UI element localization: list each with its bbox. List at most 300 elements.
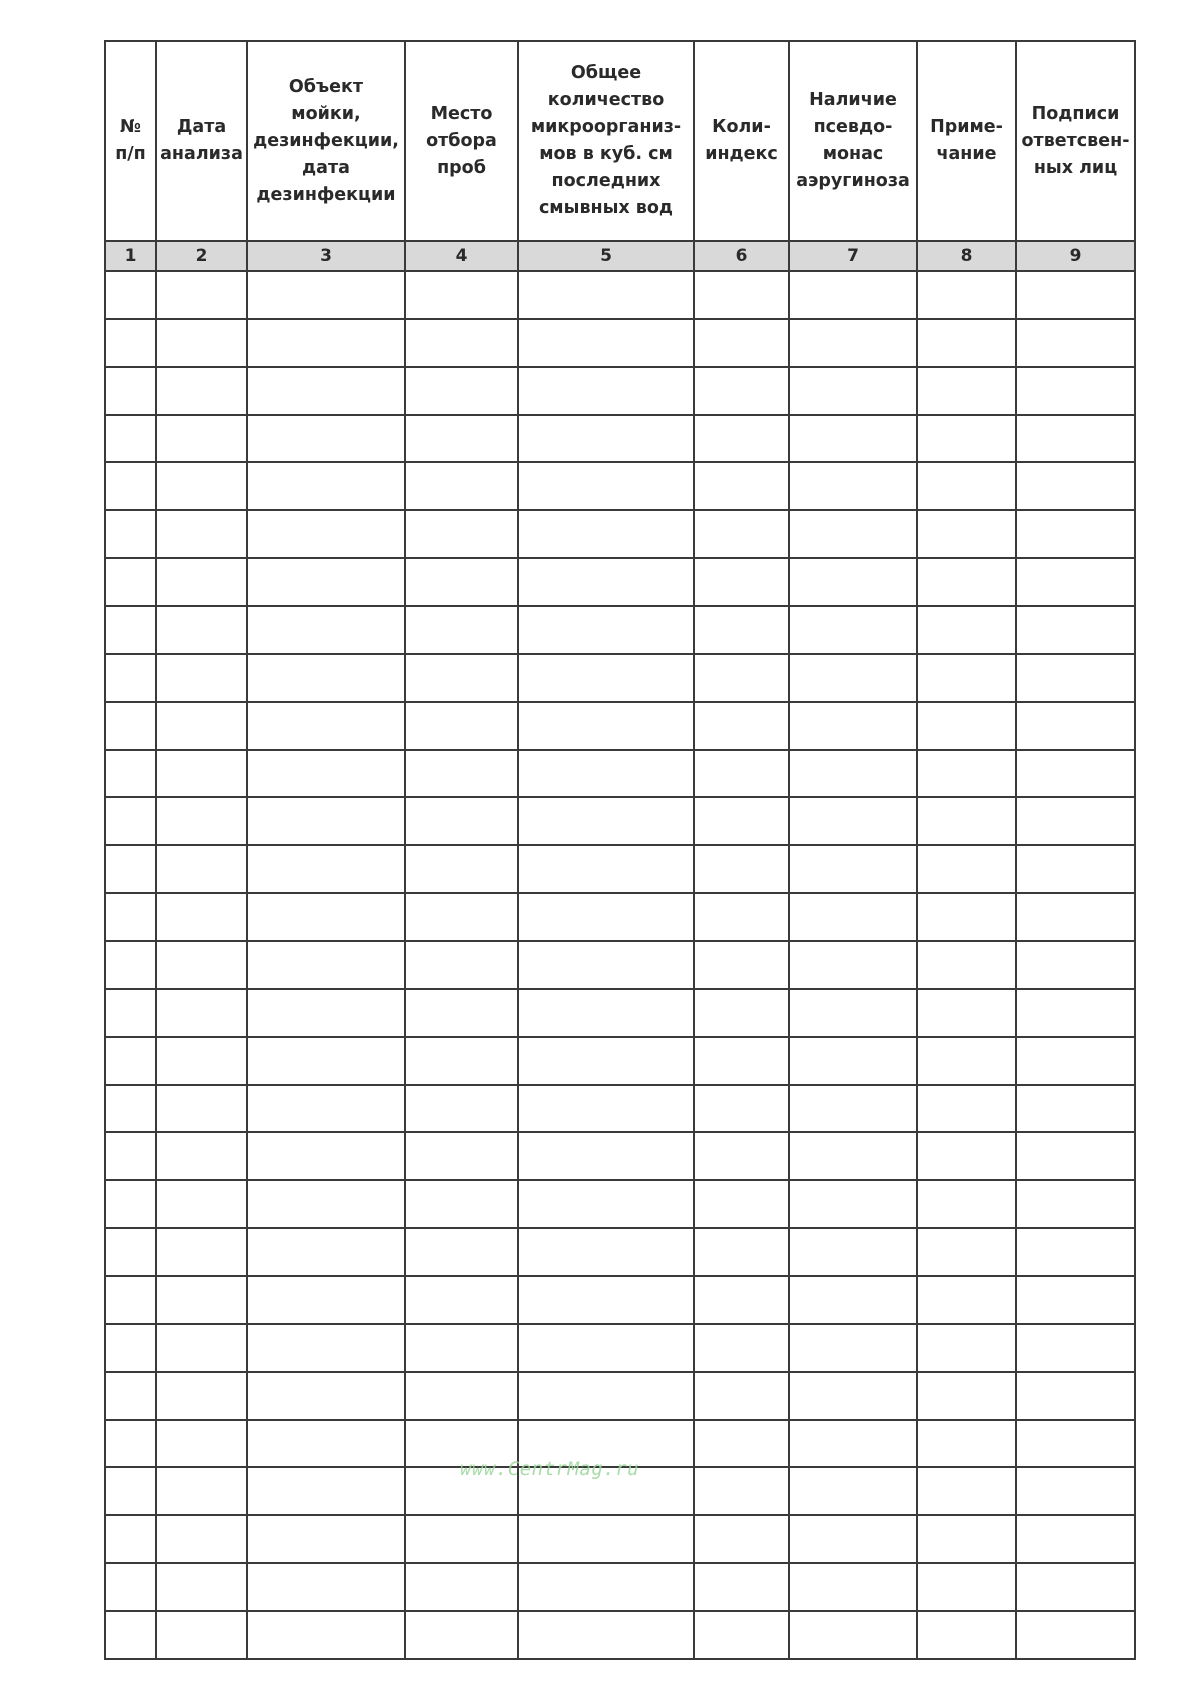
table-cell[interactable] xyxy=(789,510,917,558)
table-cell[interactable] xyxy=(789,941,917,989)
table-row xyxy=(105,750,1135,798)
table-row xyxy=(105,1324,1135,1372)
table-cell[interactable] xyxy=(156,1085,247,1133)
table-cell[interactable] xyxy=(156,989,247,1037)
table-cell[interactable] xyxy=(405,845,518,893)
table-cell[interactable] xyxy=(156,1037,247,1085)
table-cell[interactable] xyxy=(789,271,917,319)
table-cell[interactable] xyxy=(917,1467,1016,1515)
table-cell[interactable] xyxy=(156,1324,247,1372)
table-cell[interactable] xyxy=(789,1324,917,1372)
table-cell[interactable] xyxy=(917,1324,1016,1372)
table-cell[interactable] xyxy=(405,558,518,606)
table-cell[interactable] xyxy=(247,558,405,606)
table-cell[interactable] xyxy=(105,415,156,463)
table-cell[interactable] xyxy=(694,606,789,654)
table-cell[interactable] xyxy=(518,1611,694,1659)
table-cell[interactable] xyxy=(694,1037,789,1085)
column-number: 2 xyxy=(156,241,247,271)
table-cell[interactable] xyxy=(1016,1420,1135,1468)
table-cell[interactable] xyxy=(247,893,405,941)
watermark-text: www.CentrMag.ru xyxy=(460,1458,640,1480)
table-cell[interactable] xyxy=(1016,1228,1135,1276)
table-cell[interactable] xyxy=(405,1276,518,1324)
table-cell[interactable] xyxy=(247,415,405,463)
table-cell[interactable] xyxy=(105,1611,156,1659)
table-row xyxy=(105,510,1135,558)
table-cell[interactable] xyxy=(917,1085,1016,1133)
table-row xyxy=(105,1563,1135,1611)
table-cell[interactable] xyxy=(105,1467,156,1515)
table-cell[interactable] xyxy=(917,1180,1016,1228)
table-cell[interactable] xyxy=(917,1420,1016,1468)
table-cell[interactable] xyxy=(105,1563,156,1611)
table-cell[interactable] xyxy=(518,319,694,367)
column-number: 7 xyxy=(789,241,917,271)
table-cell[interactable] xyxy=(917,558,1016,606)
table-cell[interactable] xyxy=(247,1563,405,1611)
table-cell[interactable] xyxy=(405,941,518,989)
table-cell[interactable] xyxy=(518,654,694,702)
table-cell[interactable] xyxy=(694,845,789,893)
table-cell[interactable] xyxy=(247,462,405,510)
table-cell[interactable] xyxy=(694,1132,789,1180)
table-cell[interactable] xyxy=(105,750,156,798)
table-cell[interactable] xyxy=(105,989,156,1037)
table-cell[interactable] xyxy=(518,1085,694,1133)
table-cell[interactable] xyxy=(156,558,247,606)
table-cell[interactable] xyxy=(1016,989,1135,1037)
table-cell[interactable] xyxy=(789,606,917,654)
table-cell[interactable] xyxy=(247,797,405,845)
column-number-row xyxy=(105,241,1135,271)
table-cell[interactable] xyxy=(789,702,917,750)
table-cell[interactable] xyxy=(105,1324,156,1372)
table-cell[interactable] xyxy=(247,989,405,1037)
table-cell[interactable] xyxy=(789,1180,917,1228)
table-cell[interactable] xyxy=(1016,462,1135,510)
table-cell[interactable] xyxy=(405,462,518,510)
table-cell[interactable] xyxy=(105,1420,156,1468)
table-row xyxy=(105,845,1135,893)
table-cell[interactable] xyxy=(1016,1467,1135,1515)
table-cell[interactable] xyxy=(156,1276,247,1324)
table-cell[interactable] xyxy=(789,750,917,798)
table-cell[interactable] xyxy=(789,1037,917,1085)
table-cell[interactable] xyxy=(917,367,1016,415)
table-cell[interactable] xyxy=(917,797,1016,845)
table-cell[interactable] xyxy=(917,1611,1016,1659)
table-cell[interactable] xyxy=(156,510,247,558)
table-cell[interactable] xyxy=(405,1563,518,1611)
table-cell[interactable] xyxy=(518,462,694,510)
table-cell[interactable] xyxy=(694,1324,789,1372)
table-cell[interactable] xyxy=(156,797,247,845)
table-row xyxy=(105,558,1135,606)
table-cell[interactable] xyxy=(405,893,518,941)
table-cell[interactable] xyxy=(694,415,789,463)
table-cell[interactable] xyxy=(518,1037,694,1085)
table-cell[interactable] xyxy=(518,797,694,845)
table-row xyxy=(105,1611,1135,1659)
journal-body xyxy=(105,271,1135,1659)
table-cell[interactable] xyxy=(694,462,789,510)
table-cell[interactable] xyxy=(405,1372,518,1420)
table-cell[interactable] xyxy=(156,654,247,702)
table-cell[interactable] xyxy=(1016,1372,1135,1420)
table-cell[interactable] xyxy=(917,1132,1016,1180)
table-cell[interactable] xyxy=(518,1515,694,1563)
table-cell[interactable] xyxy=(247,1372,405,1420)
table-cell[interactable] xyxy=(917,654,1016,702)
table-cell[interactable] xyxy=(917,1515,1016,1563)
table-cell[interactable] xyxy=(105,797,156,845)
table-cell[interactable] xyxy=(105,1085,156,1133)
table-cell[interactable] xyxy=(789,1467,917,1515)
table-cell[interactable] xyxy=(156,893,247,941)
column-number: 4 xyxy=(405,241,518,271)
table-cell[interactable] xyxy=(1016,893,1135,941)
table-cell[interactable] xyxy=(405,510,518,558)
table-cell[interactable] xyxy=(156,1420,247,1468)
table-cell[interactable] xyxy=(1016,319,1135,367)
table-cell[interactable] xyxy=(247,654,405,702)
table-cell[interactable] xyxy=(694,654,789,702)
table-cell[interactable] xyxy=(518,702,694,750)
table-cell[interactable] xyxy=(105,1372,156,1420)
table-cell[interactable] xyxy=(694,510,789,558)
table-row xyxy=(105,702,1135,750)
table-cell[interactable] xyxy=(917,415,1016,463)
table-cell[interactable] xyxy=(694,750,789,798)
header-cell-pseudomonas: Наличие псевдо- монас аэругиноза xyxy=(789,41,917,241)
table-cell[interactable] xyxy=(405,702,518,750)
table-cell[interactable] xyxy=(105,702,156,750)
table-cell[interactable] xyxy=(518,367,694,415)
table-cell[interactable] xyxy=(694,367,789,415)
table-cell[interactable] xyxy=(1016,271,1135,319)
table-cell[interactable] xyxy=(1016,750,1135,798)
table-cell[interactable] xyxy=(405,797,518,845)
header-cell-sampling-place: Место отбора проб xyxy=(405,41,518,241)
table-cell[interactable] xyxy=(789,462,917,510)
table-cell[interactable] xyxy=(156,319,247,367)
table-cell[interactable] xyxy=(789,1132,917,1180)
table-cell[interactable] xyxy=(789,1515,917,1563)
header-cell-object: Объект мойки, дезинфекции, дата дезинфекции xyxy=(247,41,405,241)
table-cell[interactable] xyxy=(694,941,789,989)
table-cell[interactable] xyxy=(156,1611,247,1659)
table-cell[interactable] xyxy=(247,1515,405,1563)
table-cell[interactable] xyxy=(917,319,1016,367)
table-cell[interactable] xyxy=(917,510,1016,558)
table-cell[interactable] xyxy=(789,1563,917,1611)
table-cell[interactable] xyxy=(789,415,917,463)
table-cell[interactable] xyxy=(789,558,917,606)
table-cell[interactable] xyxy=(917,702,1016,750)
table-cell[interactable] xyxy=(247,1276,405,1324)
table-cell[interactable] xyxy=(1016,1180,1135,1228)
header-cell-number: № п/п xyxy=(105,41,156,241)
table-cell[interactable] xyxy=(917,989,1016,1037)
table-cell[interactable] xyxy=(789,1372,917,1420)
table-cell[interactable] xyxy=(156,462,247,510)
table-cell[interactable] xyxy=(694,1515,789,1563)
table-cell[interactable] xyxy=(105,319,156,367)
table-cell[interactable] xyxy=(518,1563,694,1611)
table-cell[interactable] xyxy=(518,1276,694,1324)
table-cell[interactable] xyxy=(247,1228,405,1276)
table-cell[interactable] xyxy=(156,1563,247,1611)
table-cell[interactable] xyxy=(1016,1132,1135,1180)
table-cell[interactable] xyxy=(156,702,247,750)
table-cell[interactable] xyxy=(247,1037,405,1085)
table-cell[interactable] xyxy=(1016,702,1135,750)
table-cell[interactable] xyxy=(156,941,247,989)
table-cell[interactable] xyxy=(105,271,156,319)
table-cell[interactable] xyxy=(405,1085,518,1133)
table-cell[interactable] xyxy=(247,1467,405,1515)
header-cell-microorganisms: Общее количество микроорганиз- мов в куб. см последних смывных вод xyxy=(518,41,694,241)
table-cell[interactable] xyxy=(405,1228,518,1276)
table-cell[interactable] xyxy=(694,989,789,1037)
table-row xyxy=(105,1372,1135,1420)
table-cell[interactable] xyxy=(105,1515,156,1563)
table-cell[interactable] xyxy=(105,1276,156,1324)
table-cell[interactable] xyxy=(1016,797,1135,845)
table-cell[interactable] xyxy=(405,654,518,702)
table-cell[interactable] xyxy=(405,415,518,463)
table-cell[interactable] xyxy=(156,415,247,463)
column-number: 6 xyxy=(694,241,789,271)
table-row xyxy=(105,319,1135,367)
table-cell[interactable] xyxy=(405,1180,518,1228)
table-cell[interactable] xyxy=(156,1132,247,1180)
table-cell[interactable] xyxy=(405,1515,518,1563)
table-cell[interactable] xyxy=(156,271,247,319)
table-cell[interactable] xyxy=(789,1228,917,1276)
table-cell[interactable] xyxy=(917,893,1016,941)
table-cell[interactable] xyxy=(789,845,917,893)
table-cell[interactable] xyxy=(789,893,917,941)
table-cell[interactable] xyxy=(917,1037,1016,1085)
table-row xyxy=(105,1085,1135,1133)
table-cell[interactable] xyxy=(518,1324,694,1372)
table-cell[interactable] xyxy=(694,702,789,750)
table-cell[interactable] xyxy=(247,271,405,319)
journal-table xyxy=(104,40,1136,1660)
table-cell[interactable] xyxy=(789,989,917,1037)
table-cell[interactable] xyxy=(1016,1276,1135,1324)
table-cell[interactable] xyxy=(917,1276,1016,1324)
table-cell[interactable] xyxy=(694,319,789,367)
table-cell[interactable] xyxy=(789,654,917,702)
table-cell[interactable] xyxy=(518,750,694,798)
table-cell[interactable] xyxy=(405,271,518,319)
header-row xyxy=(105,41,1135,241)
table-cell[interactable] xyxy=(518,510,694,558)
table-cell[interactable] xyxy=(405,606,518,654)
table-cell[interactable] xyxy=(917,1563,1016,1611)
table-cell[interactable] xyxy=(105,558,156,606)
table-cell[interactable] xyxy=(247,750,405,798)
table-cell[interactable] xyxy=(694,1276,789,1324)
table-cell[interactable] xyxy=(789,1611,917,1659)
table-cell[interactable] xyxy=(1016,654,1135,702)
table-cell[interactable] xyxy=(518,1132,694,1180)
table-cell[interactable] xyxy=(405,989,518,1037)
table-cell[interactable] xyxy=(156,750,247,798)
table-cell[interactable] xyxy=(1016,606,1135,654)
column-number: 1 xyxy=(105,241,156,271)
table-cell[interactable] xyxy=(917,1372,1016,1420)
table-cell[interactable] xyxy=(789,1276,917,1324)
table-row xyxy=(105,1515,1135,1563)
table-cell[interactable] xyxy=(694,1228,789,1276)
column-number: 3 xyxy=(247,241,405,271)
table-row xyxy=(105,271,1135,319)
table-cell[interactable] xyxy=(247,606,405,654)
table-cell[interactable] xyxy=(694,271,789,319)
table-cell[interactable] xyxy=(105,654,156,702)
table-cell[interactable] xyxy=(105,1180,156,1228)
table-cell[interactable] xyxy=(405,1611,518,1659)
header-cell-coli-index: Коли- индекс xyxy=(694,41,789,241)
table-cell[interactable] xyxy=(1016,1515,1135,1563)
table-row xyxy=(105,1228,1135,1276)
table-cell[interactable] xyxy=(1016,415,1135,463)
table-cell[interactable] xyxy=(694,893,789,941)
table-cell[interactable] xyxy=(518,1372,694,1420)
table-cell[interactable] xyxy=(694,558,789,606)
table-cell[interactable] xyxy=(105,941,156,989)
table-cell[interactable] xyxy=(518,271,694,319)
table-cell[interactable] xyxy=(518,845,694,893)
table-cell[interactable] xyxy=(105,845,156,893)
table-row xyxy=(105,893,1135,941)
table-cell[interactable] xyxy=(518,606,694,654)
table-cell[interactable] xyxy=(105,367,156,415)
table-cell[interactable] xyxy=(1016,1085,1135,1133)
table-cell[interactable] xyxy=(247,1180,405,1228)
table-cell[interactable] xyxy=(247,1324,405,1372)
table-cell[interactable] xyxy=(105,1228,156,1276)
table-cell[interactable] xyxy=(518,893,694,941)
table-row xyxy=(105,1180,1135,1228)
table-cell[interactable] xyxy=(789,319,917,367)
table-cell[interactable] xyxy=(247,702,405,750)
table-cell[interactable] xyxy=(247,1420,405,1468)
table-cell[interactable] xyxy=(105,606,156,654)
table-cell[interactable] xyxy=(789,1085,917,1133)
table-cell[interactable] xyxy=(247,1085,405,1133)
table-cell[interactable] xyxy=(694,1180,789,1228)
table-cell[interactable] xyxy=(518,941,694,989)
table-cell[interactable] xyxy=(405,319,518,367)
table-cell[interactable] xyxy=(405,1132,518,1180)
table-cell[interactable] xyxy=(405,1324,518,1372)
table-cell[interactable] xyxy=(247,941,405,989)
table-cell[interactable] xyxy=(156,367,247,415)
table-cell[interactable] xyxy=(156,1467,247,1515)
table-cell[interactable] xyxy=(1016,367,1135,415)
header-cell-note: Приме- чание xyxy=(917,41,1016,241)
header-cell-analysis-date: Дата анализа xyxy=(156,41,247,241)
table-cell[interactable] xyxy=(518,989,694,1037)
table-cell[interactable] xyxy=(789,797,917,845)
table-cell[interactable] xyxy=(917,271,1016,319)
table-cell[interactable] xyxy=(247,367,405,415)
table-cell[interactable] xyxy=(156,1228,247,1276)
table-cell[interactable] xyxy=(917,462,1016,510)
table-row xyxy=(105,1276,1135,1324)
table-cell[interactable] xyxy=(1016,1037,1135,1085)
table-cell[interactable] xyxy=(1016,1563,1135,1611)
table-cell[interactable] xyxy=(694,797,789,845)
table-row xyxy=(105,1132,1135,1180)
column-number: 5 xyxy=(518,241,694,271)
table-cell[interactable] xyxy=(105,893,156,941)
table-cell[interactable] xyxy=(247,510,405,558)
table-cell[interactable] xyxy=(156,845,247,893)
table-cell[interactable] xyxy=(405,367,518,415)
table-cell[interactable] xyxy=(1016,941,1135,989)
table-cell[interactable] xyxy=(1016,1324,1135,1372)
table-row xyxy=(105,1037,1135,1085)
table-cell[interactable] xyxy=(105,1037,156,1085)
table-cell[interactable] xyxy=(105,462,156,510)
table-cell[interactable] xyxy=(105,1132,156,1180)
table-cell[interactable] xyxy=(694,1611,789,1659)
table-cell[interactable] xyxy=(156,1180,247,1228)
table-cell[interactable] xyxy=(694,1085,789,1133)
table-cell[interactable] xyxy=(917,1228,1016,1276)
table-cell[interactable] xyxy=(917,941,1016,989)
table-cell[interactable] xyxy=(1016,558,1135,606)
table-cell[interactable] xyxy=(247,1132,405,1180)
table-row xyxy=(105,367,1135,415)
table-cell[interactable] xyxy=(156,1372,247,1420)
table-cell[interactable] xyxy=(917,845,1016,893)
table-cell[interactable] xyxy=(789,367,917,415)
table-cell[interactable] xyxy=(789,1420,917,1468)
table-cell[interactable] xyxy=(694,1563,789,1611)
table-cell[interactable] xyxy=(247,1611,405,1659)
table-row xyxy=(105,941,1135,989)
table-cell[interactable] xyxy=(917,750,1016,798)
table-cell[interactable] xyxy=(247,845,405,893)
table-cell[interactable] xyxy=(247,319,405,367)
table-cell[interactable] xyxy=(518,1228,694,1276)
table-row xyxy=(105,606,1135,654)
table-cell[interactable] xyxy=(694,1372,789,1420)
table-cell[interactable] xyxy=(917,606,1016,654)
table-cell[interactable] xyxy=(405,750,518,798)
table-row xyxy=(105,989,1135,1037)
table-cell[interactable] xyxy=(405,1037,518,1085)
table-cell[interactable] xyxy=(156,606,247,654)
table-cell[interactable] xyxy=(156,1515,247,1563)
table-cell[interactable] xyxy=(1016,845,1135,893)
table-cell[interactable] xyxy=(1016,1611,1135,1659)
table-cell[interactable] xyxy=(1016,510,1135,558)
table-cell[interactable] xyxy=(518,558,694,606)
table-cell[interactable] xyxy=(518,415,694,463)
table-cell[interactable] xyxy=(518,1180,694,1228)
table-cell[interactable] xyxy=(105,510,156,558)
table-row xyxy=(105,797,1135,845)
table-row xyxy=(105,415,1135,463)
